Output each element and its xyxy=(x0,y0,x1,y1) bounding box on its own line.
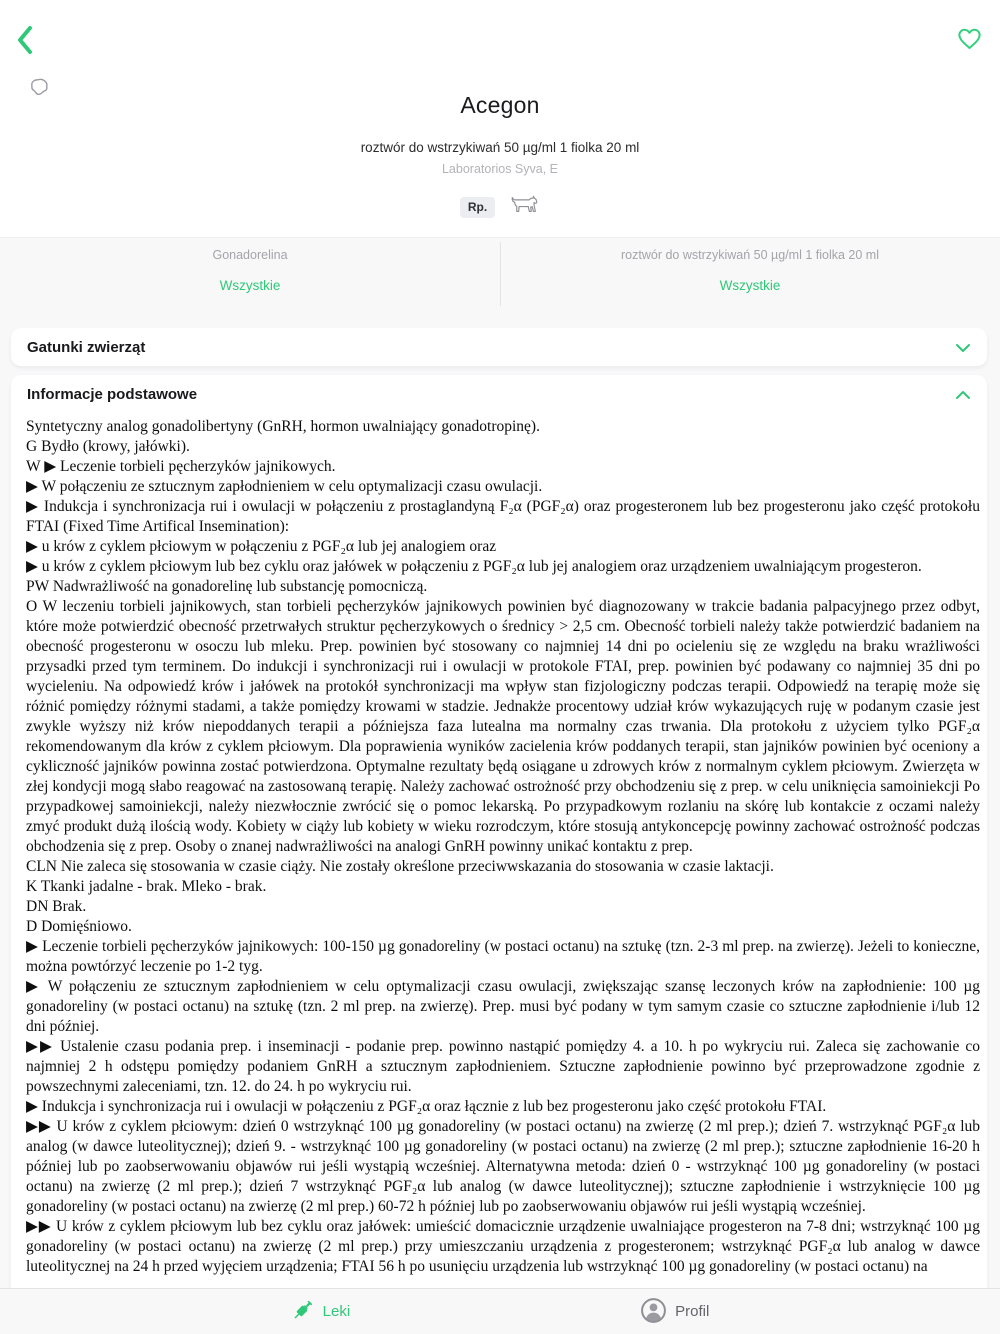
drug-header xyxy=(0,0,1000,237)
rx-badge: Rp. xyxy=(460,197,495,217)
heart-outline-icon xyxy=(956,26,983,54)
drug-form-subtitle: roztwór do wstrzykiwań 50 µg/ml 1 fiolka 20 ml xyxy=(360,140,640,155)
form-label: roztwór do wstrzykiwań 50 µg/ml 1 fiolka 20 ml xyxy=(621,248,879,262)
meta-band xyxy=(0,237,1000,328)
info-paragraph: ▶ Indukcja i synchronizacja rui i owulacji w połączeniu z PGF₂α oraz łącznie z lub bez progesteronu jako część protokołu FTAI. xyxy=(26,1098,827,1115)
info-paragraph: ▶ W połączeniu ze sztucznym zapłodnieniem w celu optymalizacji czasu owulacji, zwiększając szansę leczonych krów na zapłodnienie: 100 µg gonadoreliny (w postaci octanu) na sztukę (tzn. 2 ml prep. na zwierzę). Prep. musi być podany w tym samym czasie co sztuczne zapłodnienie i/lub 12 dni później. xyxy=(26,978,980,1035)
info-paragraph: D Domięśniowo. xyxy=(26,918,132,935)
meta-form-column xyxy=(500,238,1000,328)
info-paragraph: ▶▶ U krów z cyklem płciowym lub bez cyklu oraz jałówek: umieścić domacicznie urządzenie uwalniające progesteron na 7-8 dni; wstrzyknąć 100 µg gonadoreliny (w postaci octanu) na zwierzę (2 ml prep.) przy umieszczaniu urządzenia z progesteronem; wstrzyknąć PGF₂α lub analog w dawce luteolitycznej na 24 h przed wyjęciem urządzenia; FTAI 56 h po usunięciu urządzenia lub wstrzyknąć 100 µg gonadoreliny (w postaci octanu) na xyxy=(26,1218,980,1275)
person-circle-icon xyxy=(640,1297,667,1327)
tab-profil[interactable] xyxy=(640,1297,709,1327)
info-paragraph: PW Nadwrażliwość na gonadorelinę lub substancję pomocniczą. xyxy=(26,578,428,595)
info-paragraph: O W leczeniu torbieli jajnikowych, stan torbieli pęcherzyków jajnikowych powinien być diagnozowany w trakcie badania palpacyjnego przez odbyt, które może potwierdzić obecność przetrwałych struktur pęcherzykowych o średnicy > 2,5 cm. Obecność torbieli należy także potwierdzić badaniem na obecność progesteronu w osoczu lub mleku. Prep. powinien być stosowany co najmniej 14 dni po ocieleniu się ze względu na braku wrażliwości przysadki przed tym terminem. Do indukcji i synchronizacji rui i owulacji w protokole FTAI, prep. powinien być podawany co najmniej 35 dni po wycieleniu. Na odpowiedź krów i jałówek na protokół synchronizacji ma wpływ stan fizjologiczny podczas terapii. Odpowiedź na terapię może się różnić pomiędzy różnymi stadami, a także pomiędzy krowami w stadzie. Jednakże procentowy udział krów wykazujących ruję w podanym czasie jest zwykle wyższy niż krów niepoddanych terapii a późniejsza faza lutealna ma normalny czas trwania. Dla protokołu z użyciem tylko PGF₂α rekomendowanym dla krów z cyklem płciowym. Dla poprawienia wyników zacielenia krów poddanych terapii, stan jajników powinien być oceniony a cykliczność jajników powinna zostać potwierdzona. Optymalne rezultaty będą osiągane u zdrowych krów z normalnym cyklem płciowym. Zwierzęta w złej kondycji mogą słabo reagować na zastosowaną terapię. Należy zachować ostrożność przy obchodzeniu się z prep. w celu uniknięcia samoiniekcji Po przypadkowej samoiniekcji, należy niezwłocznie zwrócić się o pomoc lekarską. Po przypadkowym rozlaniu na skórę lub kontakcie z oczami należy zmyć produkt dużą ilością wody. Kobiety w ciąży lub kobiety w wieku rozrodczym, które stosują antykoncepcję powinny zachować ostrożność podczas obchodzenia się z prep. Osoby o znanej nadwrażliwości na analogi GnRH powinny unikać kontaktu z prep. xyxy=(26,598,980,855)
info-section-card xyxy=(11,375,987,1301)
info-paragraph: ▶▶ Ustalenie czasu podania prep. i inseminacji - podanie prep. powinno nastąpić pomiędzy 4. a 10. h po wykryciu rui. Zaleca się zachowanie co najmniej 2 h odstępu pomiędzy podaniem GnRH a sztucznym zapłodnieniem. Sztuczne zapłodnienie powinno być przeprowadzone zgodnie z powszechnymi zaleceniami, tzn. 12. do 24. h po wykryciu rui. xyxy=(26,1038,980,1095)
page-title: Acegon xyxy=(460,92,540,118)
tab-leki-label: Leki xyxy=(322,1303,351,1320)
info-paragraph: ▶ Indukcja i synchronizacja rui i owulacji w połączeniu z prostaglandyną F₂α (PGF₂α) oraz progesteronem lub bez progesteronu jako część protokołu FTAI (Fixed Time Artifical Insemination): xyxy=(26,498,980,535)
species-section-title: Gatunki zwierząt xyxy=(27,339,146,356)
info-section-title: Informacje podstawowe xyxy=(27,386,198,403)
info-section-header[interactable] xyxy=(11,375,987,413)
info-paragraph: ▶▶ U krów z cyklem płciowym: dzień 0 wstrzyknąć 100 µg gonadoreliny (w postaci octanu) na zwierzę (2 ml prep.); dzień 7. wstrzyknąć PGF₂α lub analog (w dawce luteolitycznej); dzień 9. - wstrzyknąć 100 µg gonadoreliny (w postaci octanu) na zwierzę (2 ml prep.); sztuczne zapłodnienie 16-20 h później lub po zaobserwowaniu objawów rui jeśli wystąpią wcześniej. Alternatywna metoda: dzień 0 - wstrzyknąć 100 µg gonadoreliny (w postaci octanu) na zwierzę (2 ml prep.); dzień 7 wstrzyknąć PGF₂α lub analog (w dawce luteolitycznej); sztuczne zapłodnienie i wstrzyknięcie 100 µg gonadoreliny (w postaci octanu) na zwierzę (2 ml prep.) 60-72 h później lub po zaobserwowaniu objawów rui jeśli wystąpią wcześniej. xyxy=(26,1118,980,1215)
favorite-button[interactable] xyxy=(954,26,984,54)
badges-row xyxy=(0,193,1000,222)
info-paragraph: K Tkanki jadalne - brak. Mleko - brak. xyxy=(26,878,267,895)
species-section-header[interactable] xyxy=(11,328,987,366)
substance-all-link[interactable]: Wszystkie xyxy=(219,278,281,293)
info-paragraph: ▶ W połączeniu ze sztucznym zapłodnieniem w celu optymalizacji czasu owulacji. xyxy=(26,478,543,495)
tab-leki[interactable] xyxy=(291,1298,351,1325)
syringe-icon xyxy=(291,1298,315,1325)
back-button[interactable] xyxy=(10,24,40,58)
cow-outline-icon xyxy=(508,193,540,222)
manufacturer-name: Laboratorios Syva, E xyxy=(441,162,559,176)
region-button[interactable] xyxy=(24,74,54,104)
meta-substance-column xyxy=(0,238,500,328)
info-paragraph: ▶ u krów z cyklem płciowym w połączeniu z PGF₂α lub jej analogiem oraz xyxy=(26,538,497,555)
substance-label: Gonadorelina xyxy=(212,248,288,262)
info-paragraph: G Bydło (krowy, jałówki). xyxy=(26,438,190,455)
species-section-card xyxy=(11,328,987,366)
meta-divider xyxy=(500,242,501,306)
info-paragraph: Syntetyczny analog gonadolibertyny (GnRH, hormon uwalniający gonadotropinę). xyxy=(26,418,540,435)
info-paragraph: W ▶ Leczenie torbieli pęcherzyków jajnikowych. xyxy=(26,458,336,475)
info-paragraph: DN Brak. xyxy=(26,898,87,915)
chevron-up-icon xyxy=(955,390,971,400)
content-area xyxy=(0,328,1000,1334)
chevron-down-icon xyxy=(955,343,971,353)
info-paragraph: ▶ Leczenie torbieli pęcherzyków jajnikowych: 100-150 µg gonadoreliny (w postaci octanu) na sztukę (tzn. 2-3 ml prep. na zwierzę). Jeżeli to konieczne, można powtórzyć leczenie po 1-2 tyg. xyxy=(26,938,980,975)
bottom-tab-bar xyxy=(0,1288,1000,1334)
form-all-link[interactable]: Wszystkie xyxy=(719,278,781,293)
info-section-body xyxy=(11,413,987,1301)
info-paragraph: ▶ u krów z cyklem płciowym lub bez cyklu oraz jałówek w połączeniu z PGF₂α lub jej analogiem oraz urządzeniem uwalniającym progesteron. xyxy=(26,558,922,575)
tab-profil-label: Profil xyxy=(675,1303,710,1320)
info-paragraph: CLN Nie zaleca się stosowania w czasie ciąży. Nie zostały określone przeciwwskazania do stosowania w czasie laktacji. xyxy=(26,858,774,875)
chevron-left-icon xyxy=(14,24,36,59)
poland-map-outline-icon xyxy=(25,74,53,105)
